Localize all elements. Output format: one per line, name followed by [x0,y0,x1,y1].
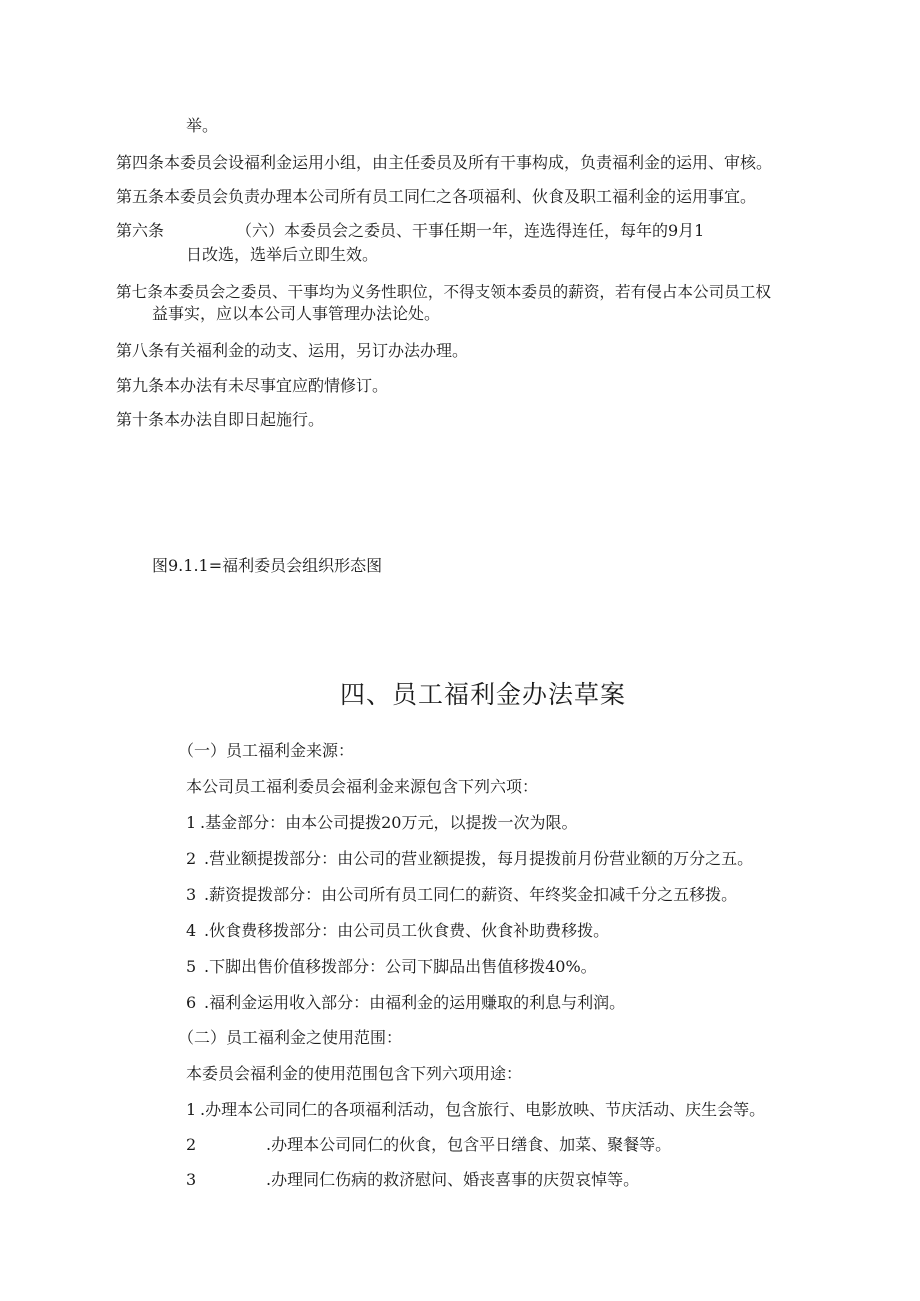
list-item: .基金部分：由本公司提拨20万元，以提拨一次为限。 [200,813,578,832]
article-9: 第九条本办法有未尽事宜应酌情修订。 [116,376,389,395]
article-6-text-line1: （六）本委员会之委员、干事任期一年，连选得连任，每年的9月1 [236,221,705,240]
figure-caption: 图9.1.1=福利委员会组织形态图 [152,556,383,575]
article-6-label: 第六条 [116,221,165,240]
list-item: .薪资提拨部分：由公司所有员工同仁的薪资、年终奖金扣减千分之五移拨。 [204,885,738,904]
article-5: 第五条本委员会负责办理本公司所有员工同仁之各项福利、伙食及职工福利金的运用事宜。 [116,187,757,206]
list-item-number: 1 [186,813,197,832]
list-item-number: 3 [186,885,197,904]
list-item-number: 2 [186,849,197,868]
list-item: .伙食费移拨部分：由公司员工伙食费、伙食补助费移拨。 [204,921,610,940]
article-7-line2: 益事实，应以本公司人事管理办法论处。 [152,304,441,323]
article-7-line1: 第七条本委员会之委员、干事均为义务性职位，不得支领本委员的薪资，若有侵占本公司员工权 [116,283,771,301]
list-item-number: 2 [186,1135,197,1154]
list-item-number: 4 [186,921,197,940]
sub1-intro: 本公司员工福利委员会福利金来源包含下列六项： [186,777,539,796]
article-10: 第十条本办法自即日起施行。 [116,410,325,429]
list-item: .福利金运用收入部分：由福利金的运用赚取的利息与利润。 [204,993,626,1012]
article-8: 第八条有关福利金的动支、运用，另订办法办理。 [116,341,469,360]
sub2-intro: 本委员会福利金的使用范围包含下列六项用途： [186,1064,523,1083]
list-item: .办理同仁伤病的救济慰问、婚丧喜事的庆贺哀悼等。 [266,1170,640,1189]
list-item: .下脚出售价值移拨部分：公司下脚品出售值移拨40%。 [204,957,597,976]
list-item-number: 5 [186,957,197,976]
list-item: .营业额提拨部分：由公司的营业额提拨，每月提拨前月份营业额的万分之五。 [204,849,754,868]
list-item: .办理本公司同仁的伙食，包含平日缮食、加菜、聚餐等。 [266,1135,672,1154]
sub2-heading: （二）员工福利金之使用范围： [178,1028,403,1047]
list-item: .办理本公司同仁的各项福利活动，包含旅行、电影放映、节庆活动、庆生会等。 [200,1100,766,1119]
list-item-number: 3 [186,1170,197,1189]
sub1-heading: （一）员工福利金来源： [178,741,355,760]
article-6-text-line2: 日改选，选举后立即生效。 [186,245,379,264]
list-item-number: 6 [186,993,197,1012]
list-item-number: 1 [186,1100,197,1119]
continuation-text: 举。 [186,116,219,135]
article-4: 第四条本委员会设福利金运用小组，由主任委员及所有干事构成，负责福利金的运用、审核。 [116,153,773,172]
section-title: 四、员工福利金办法草案 [340,680,627,709]
